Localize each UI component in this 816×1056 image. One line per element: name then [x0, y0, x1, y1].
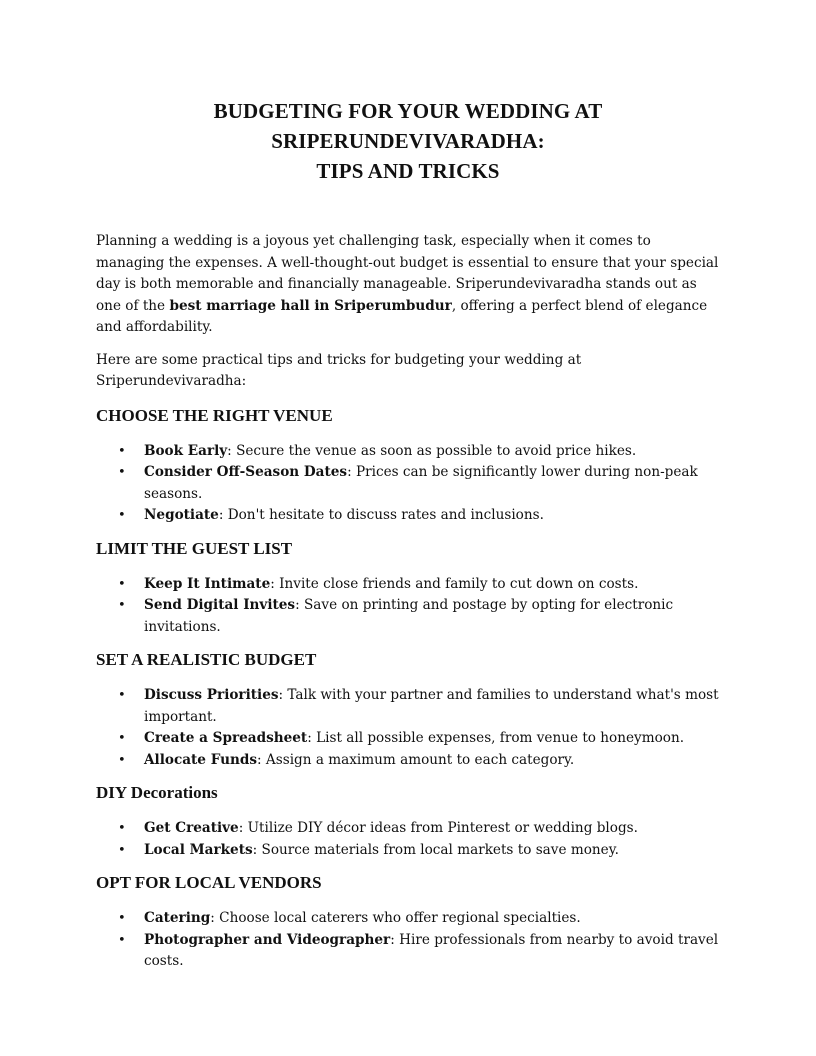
list-item [96, 728, 720, 750]
section-heading-guest-list: LIMIT THE GUEST LIST [96, 538, 293, 558]
intro-text-1: Planning a wedding is a joyous yet challenging task, especially when it comes to managing the expenses. A well-thought-out budget is essential to ensure that your special day is both memorable and financially manageable. Sriperundevivaradha stands out as one of the [96, 233, 719, 314]
list-item [96, 574, 720, 596]
item-term: Discuss Priorities [144, 687, 279, 703]
section-heading-budget: SET A REALISTIC BUDGET [96, 650, 317, 669]
item-term: Create a Spreadsheet [144, 730, 308, 746]
item-text: : Secure the venue as soon as possible to avoid price hikes. [227, 442, 637, 459]
bullet-icon: • [118, 443, 126, 459]
bullet-icon: • [118, 911, 126, 926]
item-term: Get Creative [144, 820, 239, 836]
intro-bold-link-text: best marriage hall in Sriperumbudur [169, 297, 452, 314]
lead-in-paragraph: Here are some practical tips and tricks for budgeting your wedding at Sriperundevivaradha: [96, 351, 582, 389]
item-text: : Assign a maximum amount to each category. [257, 751, 575, 768]
item-term: Send Digital Invites [144, 597, 296, 613]
bullet-icon: • [118, 932, 126, 948]
bullet-icon: • [118, 731, 126, 746]
intro-text-2: , offering a perfect blend of elegance and affordability. [96, 297, 708, 335]
list-item [96, 685, 720, 728]
item-term: Allocate Funds [144, 751, 258, 768]
item-text: : Don't hesitate to discuss rates and inclusions. [218, 507, 544, 523]
section-list-guest-list [96, 574, 720, 639]
section-heading-diy: DIY Decorations [96, 783, 218, 802]
bullet-icon: • [118, 821, 126, 836]
list-item [96, 441, 720, 463]
list-item [96, 818, 720, 840]
bullet-icon: • [118, 465, 126, 480]
section-list-diy [96, 818, 720, 861]
section-heading-venue: CHOOSE THE RIGHT VENUE [96, 405, 333, 425]
item-term: Negotiate [144, 507, 219, 523]
item-text: : List all possible expenses, from venue to honeymoon. [307, 730, 685, 746]
item-term: Local Markets [144, 841, 253, 858]
bullet-icon: • [118, 752, 126, 768]
section-list-venue [96, 441, 720, 527]
bullet-icon: • [118, 598, 126, 613]
item-text: : Invite close friends and family to cut down on costs. [270, 575, 639, 592]
list-item [96, 840, 720, 862]
item-text: : Prices can be significantly lower during non-peak seasons. [144, 464, 698, 502]
bullet-icon: • [118, 508, 126, 523]
section-list-budget [96, 685, 720, 771]
bullet-icon: • [118, 842, 126, 858]
item-term: Catering [144, 910, 211, 926]
title-line-2: TIPS AND TRICKS [316, 159, 500, 183]
section-list-vendors [96, 908, 720, 973]
item-text: : Choose local caterers who offer regional specialties. [210, 910, 581, 926]
intro-paragraph [96, 231, 720, 339]
item-term: Photographer and Videographer [144, 931, 391, 948]
page-title [96, 96, 720, 186]
title-line-1: BUDGETING FOR YOUR WEDDING AT SRIPERUNDEVIVARADHA: [213, 99, 603, 153]
bullet-icon: • [118, 688, 126, 703]
item-text: : Talk with your partner and families to understand what's most important. [144, 687, 719, 725]
item-term: Keep It Intimate [144, 575, 271, 592]
item-text: : Source materials from local markets to save money. [252, 841, 619, 858]
bullet-icon: • [118, 576, 126, 592]
list-item [96, 908, 720, 930]
list-item [96, 750, 720, 772]
list-item [96, 595, 720, 638]
item-text: : Save on printing and postage by opting for electronic invitations. [144, 597, 674, 635]
item-term: Consider Off-Season Dates [144, 464, 348, 480]
list-item [96, 505, 720, 527]
list-item [96, 462, 720, 505]
list-item [96, 930, 720, 973]
item-text: : Hire professionals from nearby to avoid travel costs. [144, 931, 719, 969]
item-term: Book Early [144, 442, 228, 459]
item-text: : Utilize DIY décor ideas from Pinterest or wedding blogs. [238, 820, 638, 836]
section-heading-vendors: OPT FOR LOCAL VENDORS [96, 873, 322, 892]
